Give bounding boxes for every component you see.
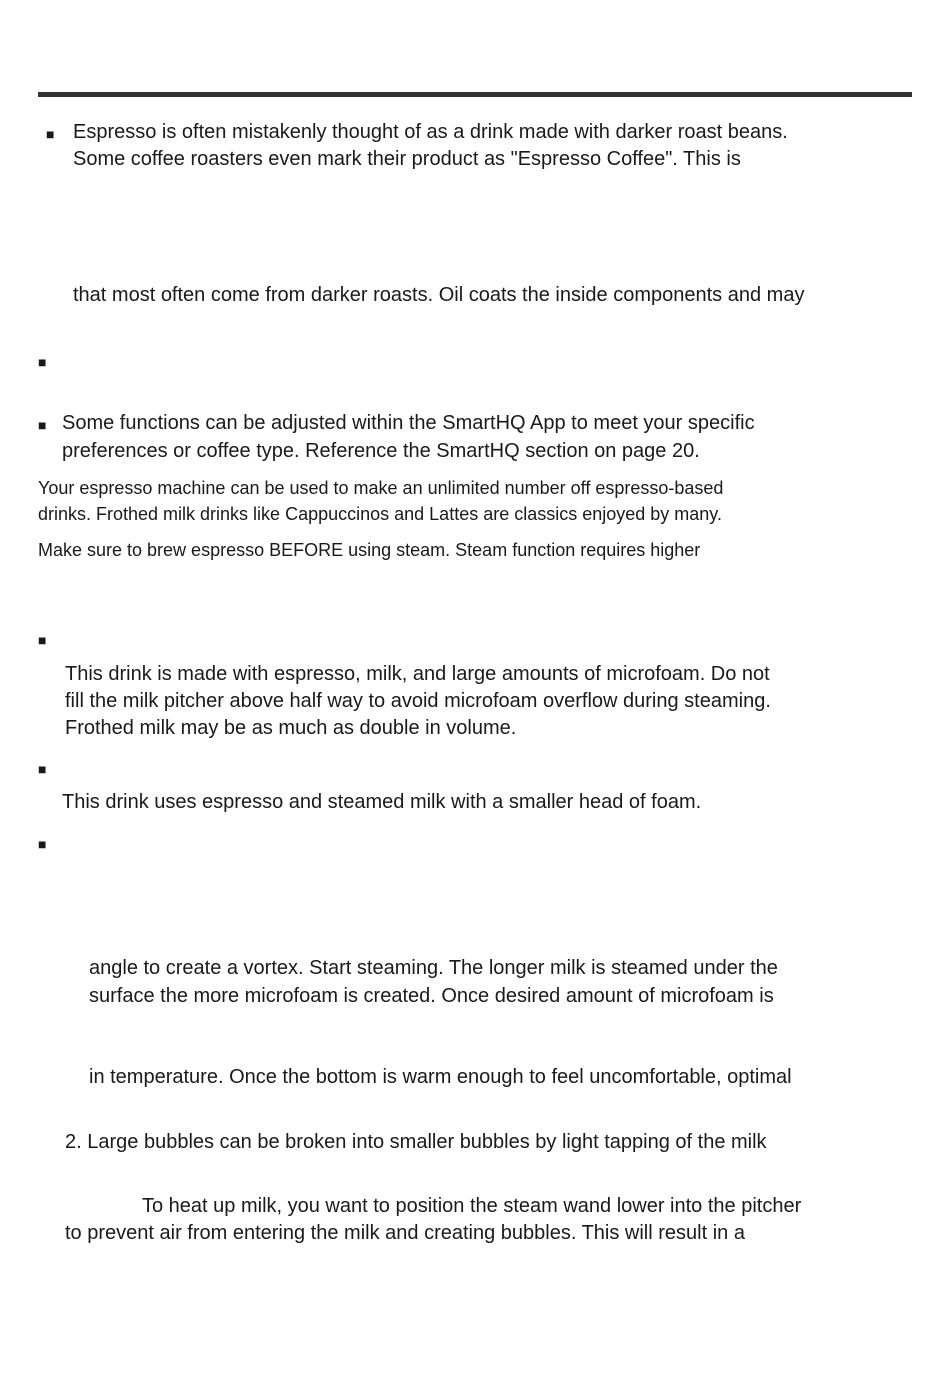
frothing-step-2: 2. Large bubbles can be broken into smaller bubbles by light tapping of the milk xyxy=(65,1131,767,1153)
cappuccino-line-3: Frothed milk may be as much as double in volume. xyxy=(65,717,517,739)
bullet: ■ xyxy=(38,761,47,777)
bullet: ■ xyxy=(38,632,47,648)
frothing-line-3: in temperature. Once the bottom is warm enough to feel uncomfortable, optimal xyxy=(89,1066,792,1088)
tip-smarthq-line-1: Some functions can be adjusted within the SmartHQ App to meet your specific xyxy=(62,412,755,434)
cappuccino-line-2: fill the milk pitcher above half way to avoid microfoam overflow during steaming. xyxy=(65,690,771,712)
heating-line-2: to prevent air from entering the milk and creating bubbles. This will result in a xyxy=(65,1222,745,1244)
steam-note: Make sure to brew espresso BEFORE using steam. Steam function requires higher xyxy=(38,540,701,560)
intro-line-2: drinks. Frothed milk drinks like Cappuccinos and Lattes are classics enjoyed by many. xyxy=(38,504,722,524)
intro-line-1: Your espresso machine can be used to make an unlimited number off espresso-based xyxy=(38,478,724,498)
frothing-line-2: surface the more microfoam is created. Once desired amount of microfoam is xyxy=(89,985,774,1007)
frothing-line-1: angle to create a vortex. Start steaming. The longer milk is steamed under the xyxy=(89,957,778,979)
bullet: ■ xyxy=(38,836,47,852)
bullet: ■ xyxy=(38,354,47,370)
tip-espresso-line-1: Espresso is often mistakenly thought of as a drink made with darker roast beans. xyxy=(73,121,788,143)
heating-line-1: To heat up milk, you want to position the steam wand lower into the pitcher xyxy=(142,1195,802,1217)
header-rule xyxy=(38,92,912,97)
tip-smarthq-line-2: preferences or coffee type. Reference the SmartHQ section on page 20. xyxy=(62,440,700,462)
cappuccino-line-1: This drink is made with espresso, milk, and large amounts of microfoam. Do not xyxy=(65,663,770,685)
tip-espresso-line-3: that most often come from darker roasts. Oil coats the inside components and may xyxy=(73,284,805,306)
tip-espresso-line-2: Some coffee roasters even mark their product as "Espresso Coffee". This is xyxy=(73,148,741,170)
bullet: ■ xyxy=(46,126,55,142)
latte-line-1: This drink uses espresso and steamed milk with a smaller head of foam. xyxy=(62,791,702,813)
bullet: ■ xyxy=(38,417,47,433)
